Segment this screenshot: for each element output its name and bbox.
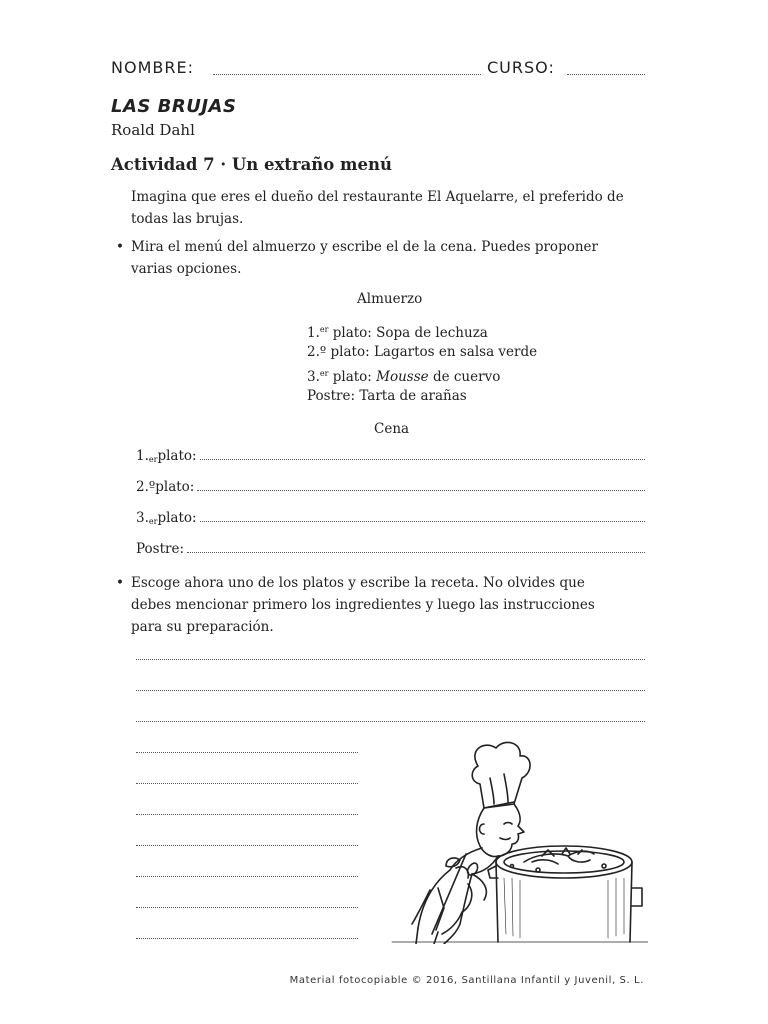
recipe-line[interactable] <box>136 721 645 722</box>
dinner-row[interactable]: 1. $_{er}$ plato: <box>136 448 645 464</box>
lunch-heading: Almuerzo <box>357 291 423 307</box>
lunch-item: 3.$^{er}$ plato: Mousse de cuervo <box>307 369 501 385</box>
lunch-item: 1.$^{er}$ plato: Sopa de lechuza <box>307 325 488 341</box>
recipe-line[interactable] <box>136 907 358 908</box>
name-label: NOMBRE: <box>111 58 194 77</box>
dinner-row[interactable]: Postre: <box>136 541 645 557</box>
lunch-item: Postre: Tarta de arañas <box>307 388 467 404</box>
dinner-heading: Cena <box>374 421 410 437</box>
course-label: CURSO: <box>487 58 555 77</box>
chef-cauldron-illustration <box>372 738 648 944</box>
recipe-line[interactable] <box>136 783 358 784</box>
course-field[interactable] <box>567 74 645 75</box>
recipe-line[interactable] <box>136 845 358 846</box>
bullet-icon: • <box>116 239 124 255</box>
dinner-row[interactable]: 3. $_{er}$ plato: <box>136 510 645 526</box>
activity-title: Actividad 7 · Un extraño menú <box>111 155 392 174</box>
name-field[interactable] <box>213 74 481 75</box>
lunch-item: 2.º plato: Lagartos en salsa verde <box>307 344 538 360</box>
bullet-1-text: Mira el menú del almuerzo y escribe el de la cena. Puedes proponer varias opciones. <box>131 239 598 277</box>
recipe-line[interactable] <box>136 690 645 691</box>
recipe-line[interactable] <box>136 938 358 939</box>
book-author: Roald Dahl <box>111 121 195 139</box>
recipe-line[interactable] <box>136 814 358 815</box>
recipe-line[interactable] <box>136 876 358 877</box>
bullet-2-text: Escoge ahora uno de los platos y escribe la receta. No olvides que debes mencionar primero los ingredientes y luego las instrucciones para su preparación. <box>131 575 595 635</box>
footer-copyright: Material fotocopiable © 2016, Santillana Infantil y Juvenil, S. L. <box>289 975 644 986</box>
bullet-icon: • <box>116 575 124 591</box>
recipe-line[interactable] <box>136 659 645 660</box>
recipe-line[interactable] <box>136 752 358 753</box>
book-title: LAS BRUJAS <box>111 96 237 117</box>
activity-intro: Imagina que eres el dueño del restaurante El Aquelarre, el preferido de todas las brujas. <box>131 189 624 227</box>
dinner-row[interactable]: 2.º plato: <box>136 479 645 495</box>
